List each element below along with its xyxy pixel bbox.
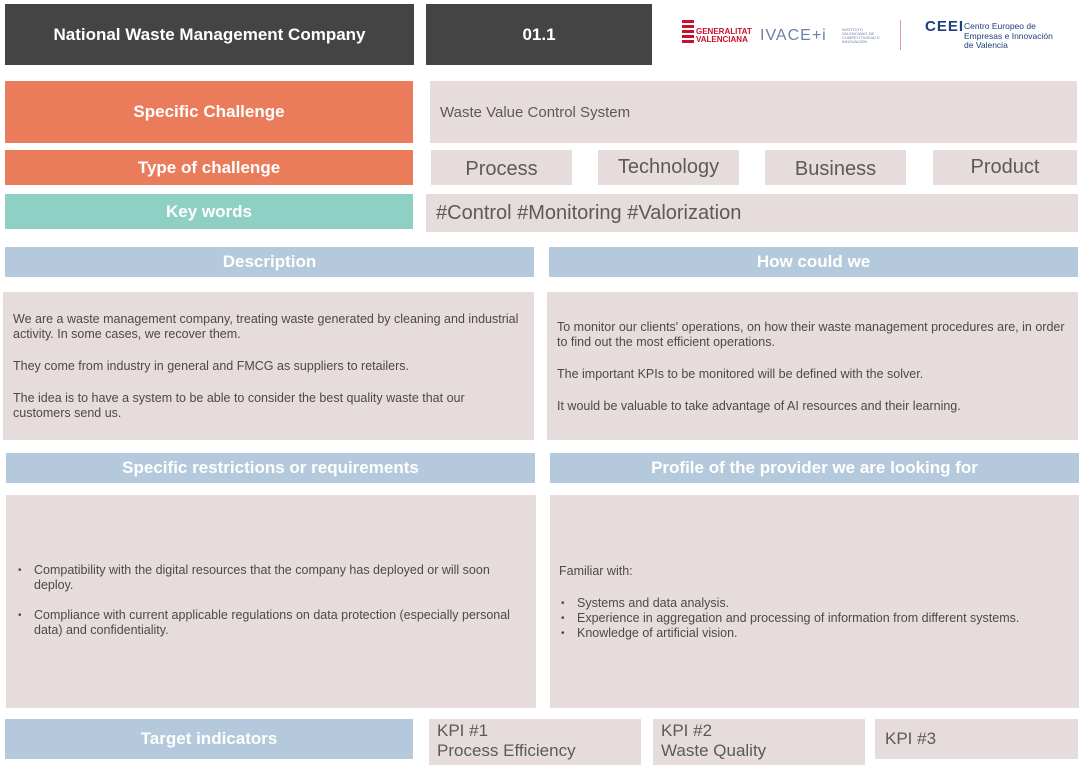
kpi-1-name: Process Efficiency	[437, 741, 576, 760]
kpi-2	[653, 719, 865, 765]
target-indicators-label: Target indicators	[5, 719, 413, 759]
company-name: National Waste Management Company	[5, 4, 414, 65]
provider-profile-item: • Systems and data analysis.	[577, 596, 1069, 611]
type-option-technology: Technology	[598, 150, 739, 185]
logo-divider	[900, 20, 901, 50]
description-body	[3, 292, 534, 440]
how-could-we-title: How could we	[549, 247, 1078, 277]
provider-profile-item: • Experience in aggregation and processing of information from different systems.	[577, 611, 1069, 626]
kpi-2-name: Waste Quality	[661, 741, 767, 760]
description-title: Description	[5, 247, 534, 277]
how-paragraph: It would be valuable to take advantage of AI resources and their learning.	[557, 399, 961, 413]
key-words-value: #Control #Monitoring #Valorization	[426, 194, 1078, 232]
partner-logos	[662, 6, 1082, 64]
provider-profile-title: Profile of the provider we are looking for	[550, 453, 1079, 483]
how-could-we-body	[547, 292, 1078, 440]
ceei-logo-text: Centro Europeo de Empresas e Innovación de Valencia	[964, 21, 1053, 50]
kpi-1-id: KPI #1	[437, 721, 489, 740]
gva-logo-text: GENERALITAT VALENCIANA	[696, 27, 752, 44]
kpi-2-id: KPI #2	[661, 721, 713, 740]
description-paragraph: They come from industry in general and FMCG as suppliers to retailers.	[13, 359, 409, 373]
ivace-logo: IVACE+i	[760, 27, 827, 44]
specific-challenge-label: Specific Challenge	[5, 81, 413, 143]
challenge-code: 01.1	[426, 4, 652, 65]
type-option-business: Business	[765, 150, 906, 185]
description-paragraph: We are a waste management company, treating waste generated by cleaning and industrial activity. In some cases, we recover them.	[13, 312, 519, 341]
restrictions-list	[16, 563, 516, 638]
restrictions-title: Specific restrictions or requirements	[6, 453, 535, 483]
provider-profile-intro: Familiar with:	[559, 564, 633, 578]
provider-profile-body	[550, 495, 1079, 708]
kpi-3-id: KPI #3	[885, 729, 937, 748]
type-option-product: Product	[933, 150, 1077, 185]
restrictions-body	[6, 495, 536, 708]
type-of-challenge-label: Type of challenge	[5, 150, 413, 185]
provider-profile-list	[559, 596, 1069, 641]
ceei-logo-mark: CEEI	[925, 18, 965, 35]
provider-profile-item: • Knowledge of artificial vision.	[577, 626, 1069, 641]
restriction-item: • Compatibility with the digital resources that the company has deployed or will soon deploy.	[34, 563, 516, 593]
restriction-item: • Compliance with current applicable regulations on data protection (especially personal data) and confidentiality.	[34, 608, 516, 638]
gva-logo-icon	[682, 20, 694, 48]
description-paragraph: The idea is to have a system to be able to consider the best quality waste that our customers send us.	[13, 391, 465, 420]
kpi-3	[875, 719, 1078, 759]
ivace-subtitle: INSTITUTO VALENCIANO DE COMPETITIVIDAD E INNOVACIÓN	[842, 27, 880, 44]
type-option-process: Process	[431, 150, 572, 185]
key-words-label: Key words	[5, 194, 413, 229]
specific-challenge-value: Waste Value Control System	[430, 81, 1077, 143]
kpi-1	[429, 719, 641, 765]
how-paragraph: To monitor our clients' operations, on how their waste management procedures are, in order to find out the most efficient operations.	[557, 320, 1065, 349]
how-paragraph: The important KPIs to be monitored will be defined with the solver.	[557, 367, 924, 381]
